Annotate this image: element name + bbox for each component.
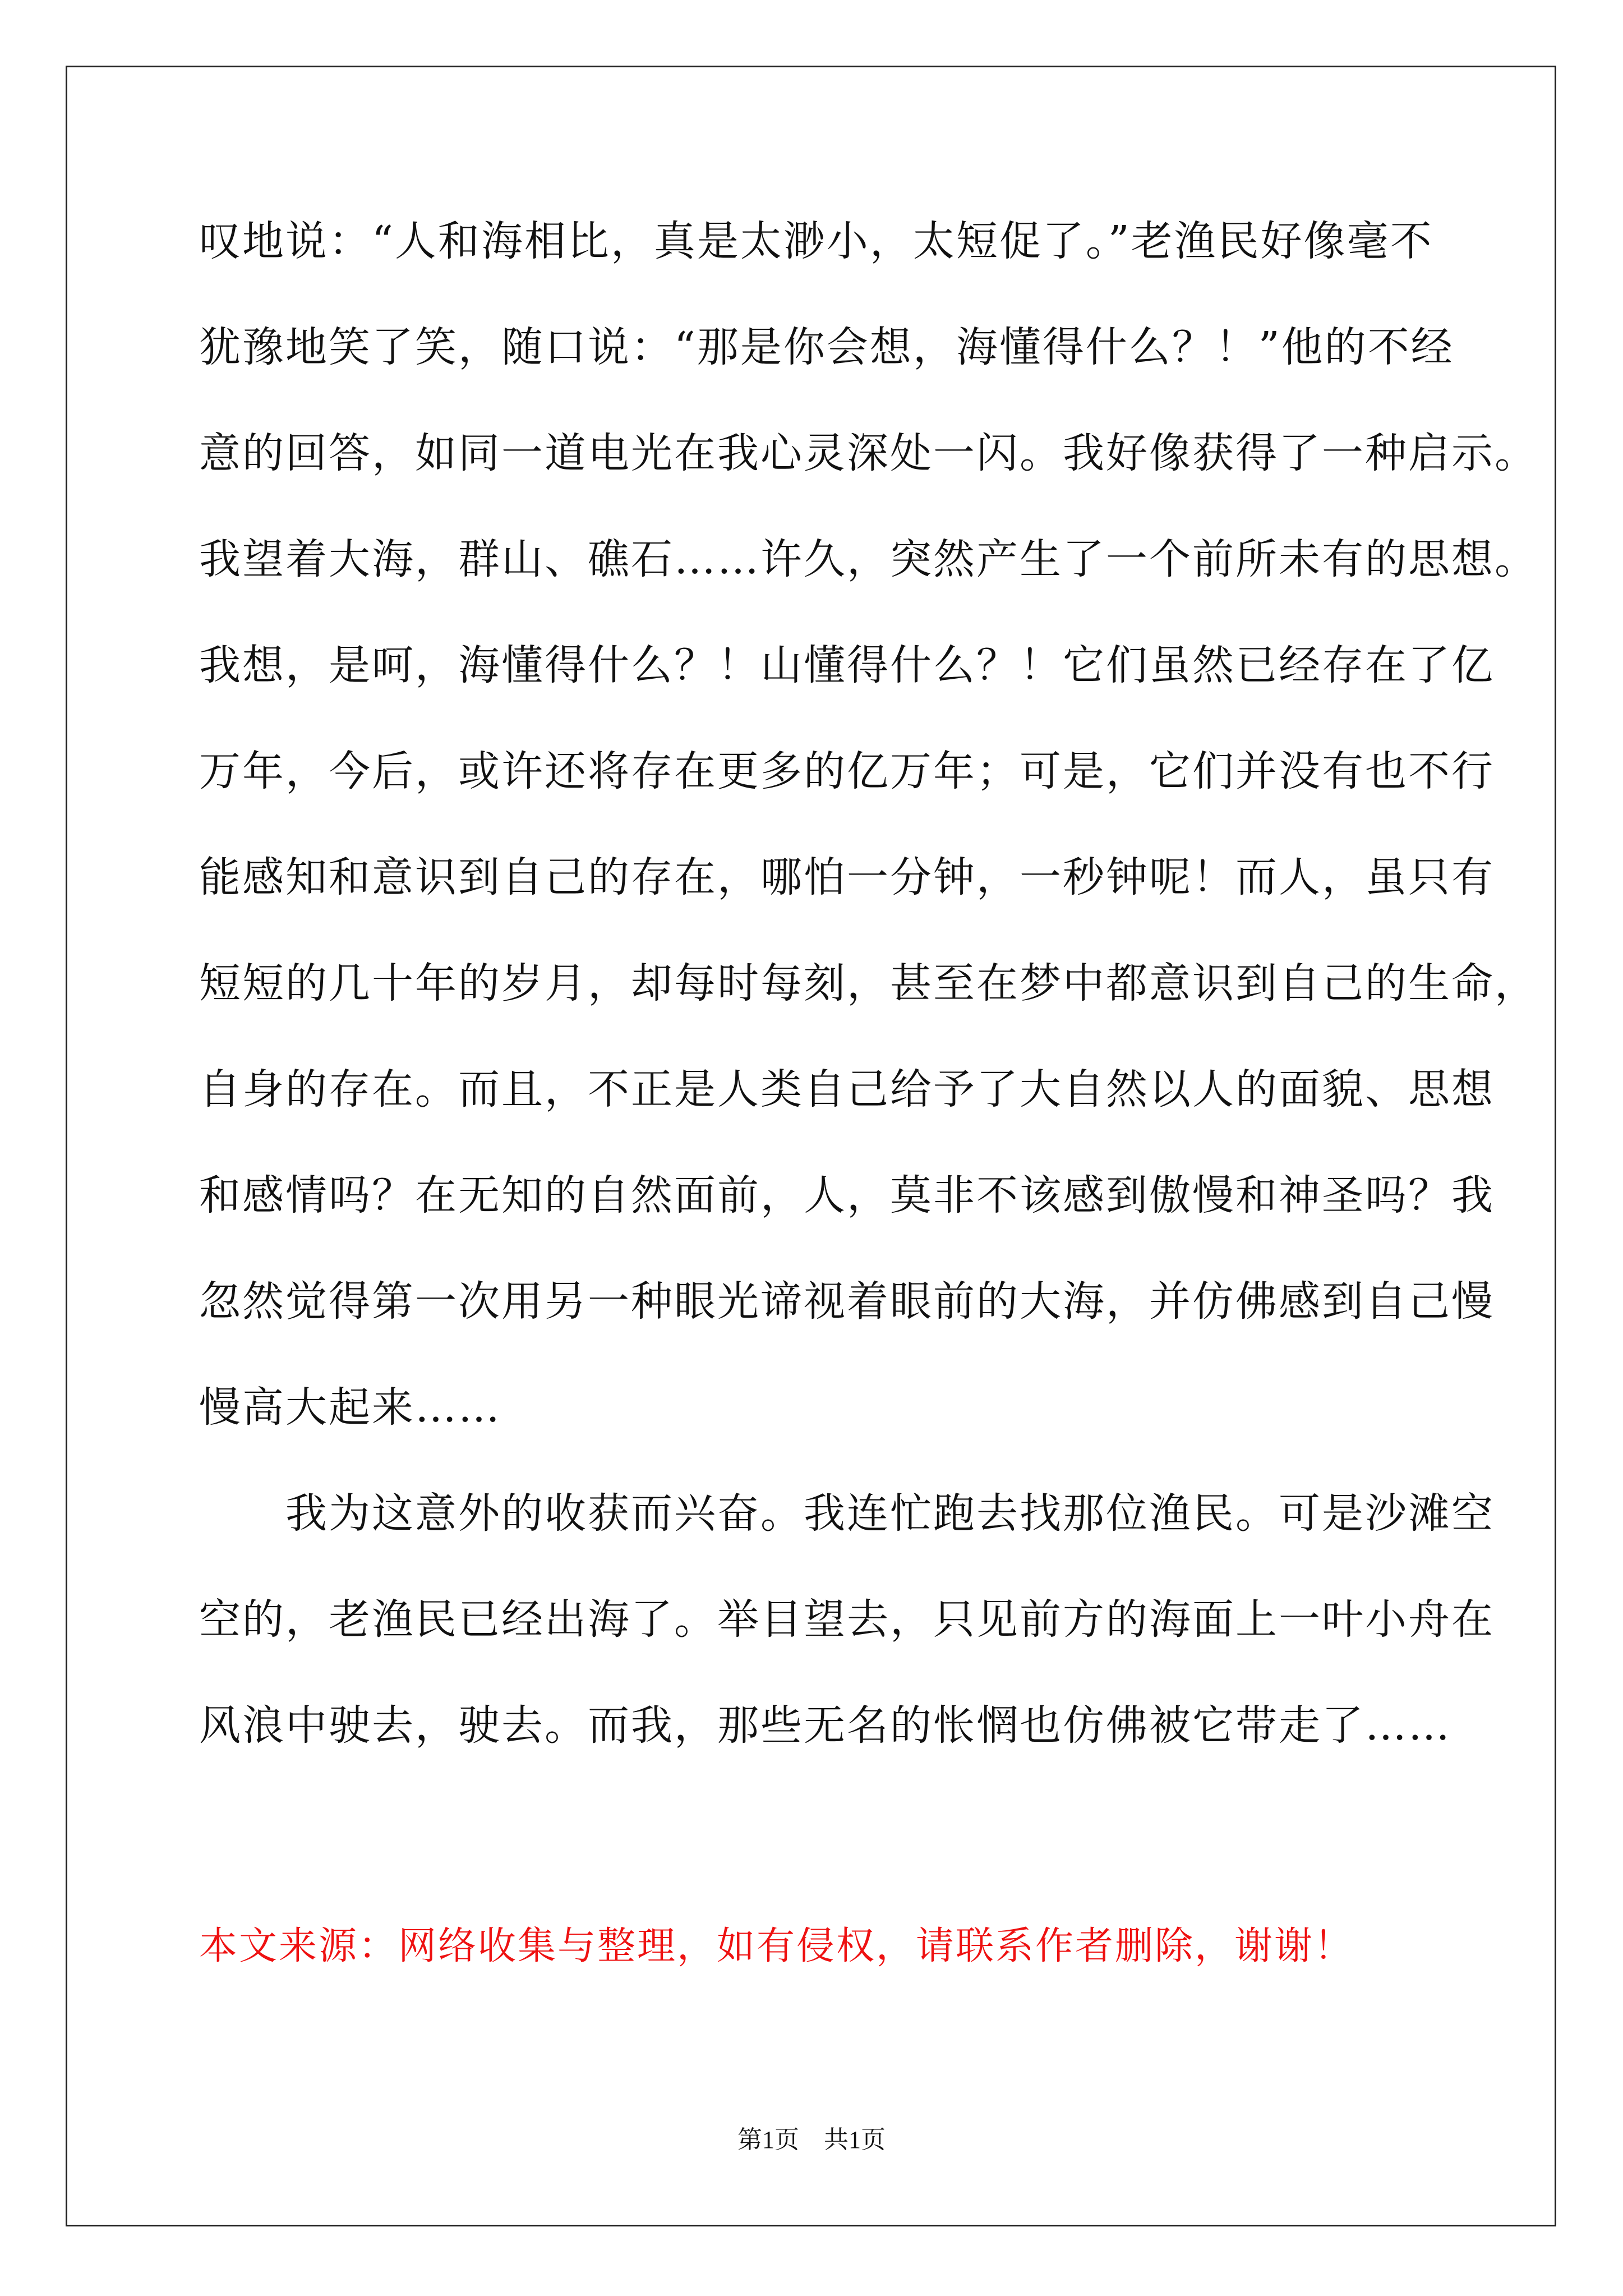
paragraph-line: 犹豫地笑了笑，随口说：“那是你会想，海懂得什么？！”他的不经: [199, 323, 1454, 371]
paragraph-line: 风浪中驶去，驶去。而我，那些无名的怅惘也仿佛被它带走了……: [199, 1701, 1451, 1750]
paragraph-line: 慢高大起来……: [199, 1383, 501, 1432]
paragraph-line: 短短的几十年的岁月，却每时每刻，甚至在梦中都意识到自己的生命，: [199, 959, 1538, 1007]
paragraph-line: 我望着大海，群山、礁石……许久，突然产生了一个前所未有的思想。: [199, 535, 1538, 583]
paragraph-line: 叹地说：“人和海相比，真是太渺小，太短促了。”老渔民好像毫不: [199, 217, 1433, 265]
paragraph-line: 我为这意外的收获而兴奋。我连忙跑去找那位渔民。可是沙滩空: [199, 1489, 1495, 1538]
paragraph-line: 万年，今后，或许还将存在更多的亿万年；可是，它们并没有也不行: [199, 747, 1495, 795]
paragraph-line: 我想，是呵，海懂得什么？！山懂得什么？！它们虽然已经存在了亿: [199, 641, 1495, 689]
paragraph-line: 自身的存在。而且，不正是人类自己给予了大自然以人的面貌、思想: [199, 1065, 1495, 1114]
paragraph-line: 空的，老渔民已经出海了。举目望去，只见前方的海面上一叶小舟在: [199, 1595, 1495, 1644]
paragraph-line: 能感知和意识到自己的存在，哪怕一分钟，一秒钟呢！而人，虽只有: [199, 853, 1495, 901]
page-number-footer: 第1页 共1页: [737, 2126, 886, 2154]
paragraph-line: 忽然觉得第一次用另一种眼光谛视着眼前的大海，并仿佛感到自己慢: [199, 1277, 1495, 1326]
page-border: [66, 66, 1556, 2226]
source-disclaimer: 本文来源：网络收集与整理，如有侵权，请联系作者删除，谢谢！: [199, 1924, 1354, 1968]
paragraph-line: 意的回答，如同一道电光在我心灵深处一闪。我好像获得了一种启示。: [199, 429, 1538, 477]
paragraph-line: 和感情吗？在无知的自然面前，人，莫非不该感到傲慢和神圣吗？我: [199, 1171, 1495, 1220]
